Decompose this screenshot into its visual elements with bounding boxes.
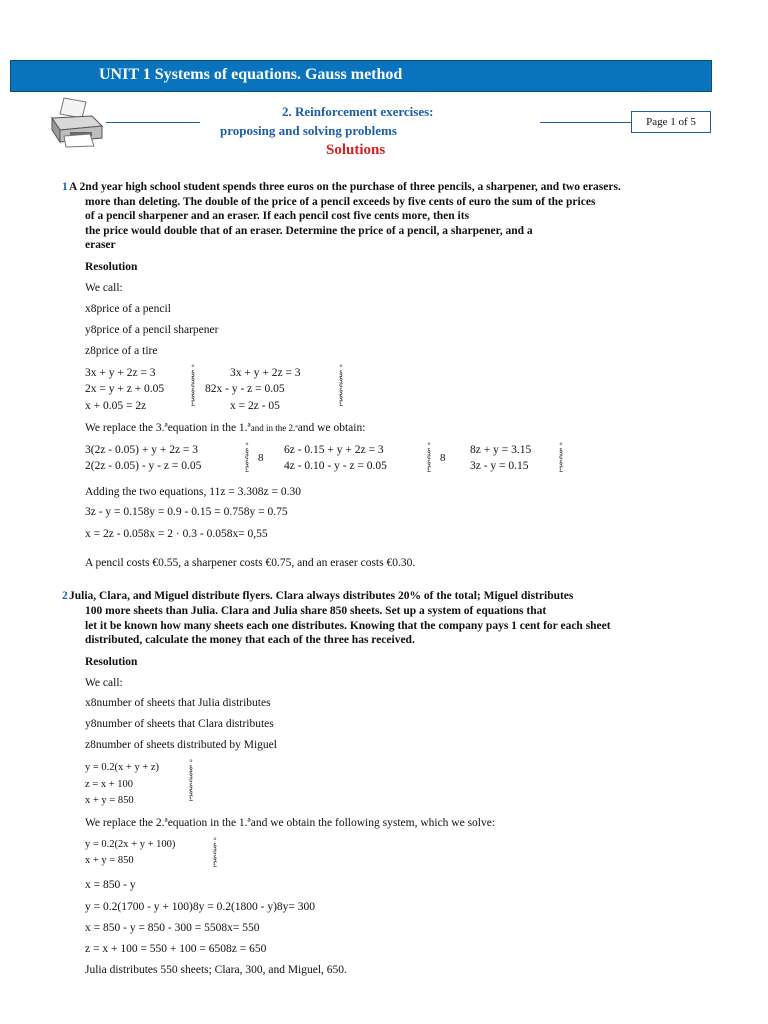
solve-x-line: x = 2z - 0.058x = 2 · 0.3 - 0.058x= 0,55 [85, 528, 268, 540]
header-rule-right [540, 122, 631, 123]
variable-x-2: x8number of sheets that Julia distributes [85, 697, 271, 709]
system-d-brace: ° § ¢ § £ [427, 441, 431, 474]
unit-title: UNIT 1 Systems of equations. Gauss method [99, 66, 403, 83]
system-e-eq2: 3z - y = 0.15 [470, 460, 529, 472]
we-call-1: We call: [85, 282, 123, 294]
system-2a-eq1: y = 0.2(x + y + z) [85, 762, 160, 773]
system-a-eq3: x + 0.05 = 2z [85, 400, 147, 412]
subtitle-line-1: 2. Reinforcement exercises: [282, 104, 434, 119]
problem-2-number: 2 [62, 590, 68, 602]
adding-line: Adding the two equations, 11z = 3.308z = 0.30 [85, 486, 302, 498]
system-a-eq2: 2x = y + z + 0.05 [85, 383, 165, 395]
page-indicator: Page 1 of 5 [631, 111, 711, 133]
system-b-brace: ° § § ¢ § § £ [339, 363, 343, 408]
variable-z-1: z8price of a tire [85, 345, 158, 357]
resolution-heading-2: Resolution [85, 656, 138, 668]
problem-1-line-2: more than deleting. The double of the price of a pencil exceeds by five cents of euro the sum of the prices [85, 196, 596, 208]
system-b-eq3: x = 2z - 05 [230, 400, 280, 412]
unit-banner [10, 60, 712, 92]
replace-text-1-small: and in the 2.ª [250, 423, 298, 433]
solve-line-4: z = x + 100 = 550 + 100 = 6508z = 650 [85, 943, 267, 955]
variable-y-2: y8number of sheets that Clara distributes [85, 718, 274, 730]
replace-text-1-post: and we obtain: [297, 422, 366, 434]
variable-y-1: y8price of a pencil sharpener [85, 324, 219, 336]
system-2b-eq2: x + y = 850 [85, 855, 134, 866]
system-d-eq1: 6z - 0.15 + y + 2z = 3 [284, 444, 384, 456]
system-b-eq1: 3x + y + 2z = 3 [230, 367, 301, 379]
problem-1-line-5: eraser [85, 239, 116, 251]
problem-2-line-4: distributed, calculate the money that each of the three has received. [85, 634, 415, 646]
system-2a-eq3: x + y = 850 [85, 795, 134, 806]
system-e-eq1: 8z + y = 3.15 [470, 444, 532, 456]
system-a-brace: ° § § ¢ § § £ [191, 363, 195, 408]
replace-text-2: We replace the 2.ªequation in the 1.ªand we obtain the following system, which we solve: [85, 817, 496, 829]
header-rule-left [106, 122, 200, 123]
solutions-heading: Solutions [326, 142, 386, 158]
problem-2-line-2: 100 more sheets than Julia. Clara and Julia share 850 sheets. Set up a system of equations that [85, 605, 547, 617]
replace-text-1 [85, 421, 365, 436]
problem-2-line-3: let it be known how many sheets each one distributes. Knowing that the company pays 1 cent for each sheet [85, 620, 611, 632]
replace-text-1-pre: We replace the 3.ªequation in the 1.ª [85, 422, 251, 434]
system-a-eq1: 3x + y + 2z = 3 [85, 367, 156, 379]
system-d-eq2: 4z - 0.10 - y - z = 0.05 [284, 460, 387, 472]
system-2a-brace: ° § § ¢ § § £ [189, 758, 193, 803]
solve-line-1: x = 850 - y [85, 879, 136, 891]
we-call-2: We call: [85, 677, 123, 689]
solve-line-2: y = 0.2(1700 - y + 100)8y = 0.2(1800 - y)8y= 300 [85, 901, 316, 913]
resolution-heading-1: Resolution [85, 261, 138, 273]
problem-1-line-4: the price would double that of an eraser. Determine the price of a pencil, a sharpener, and a [85, 225, 533, 237]
system-2a-eq2: z = x + 100 [85, 779, 134, 790]
system-c-brace: ° § ¢ § £ [245, 441, 249, 474]
solve-y-line: 3z - y = 0.158y = 0.9 - 0.15 = 0.758y = 0.75 [85, 506, 288, 518]
subtitle-line-2: proposing and solving problems [220, 123, 397, 138]
variable-x-1: x8price of a pencil [85, 303, 171, 315]
problem-1-number: 1 [62, 181, 68, 193]
printer-icon[interactable] [46, 96, 106, 148]
answer-1: A pencil costs €0.55, a sharpener costs €0.75, and an eraser costs €0.30. [85, 557, 416, 569]
system-e-brace: ° § ¢ § £ [559, 441, 563, 474]
arrow-c-d: 8 [258, 452, 264, 464]
system-2b-brace: ° § ¢ § £ [213, 836, 217, 869]
problem-1-line-3: of a pencil sharpener and an eraser. If each pencil cost five cents more, then its [85, 210, 470, 222]
answer-2: Julia distributes 550 sheets; Clara, 300, and Miguel, 650. [85, 964, 347, 976]
problem-1-line-1: A 2nd year high school student spends three euros on the purchase of three pencils, a sharpener, and two erasers. [69, 181, 621, 193]
problem-2-line-1: Julia, Clara, and Miguel distribute flyers. Clara always distributes 20% of the total; Miguel distributes [69, 590, 574, 602]
arrow-d-e: 8 [440, 452, 446, 464]
system-b-eq2: 82x - y - z = 0.05 [205, 383, 285, 395]
system-2b-eq1: y = 0.2(2x + y + 100) [85, 839, 176, 850]
system-c-eq1: 3(2z - 0.05) + y + 2z = 3 [85, 444, 199, 456]
system-c-eq2: 2(2z - 0.05) - y - z = 0.05 [85, 460, 202, 472]
solve-line-3: x = 850 - y = 850 - 300 = 5508x= 550 [85, 922, 260, 934]
variable-z-2: z8number of sheets distributed by Miguel [85, 739, 277, 751]
